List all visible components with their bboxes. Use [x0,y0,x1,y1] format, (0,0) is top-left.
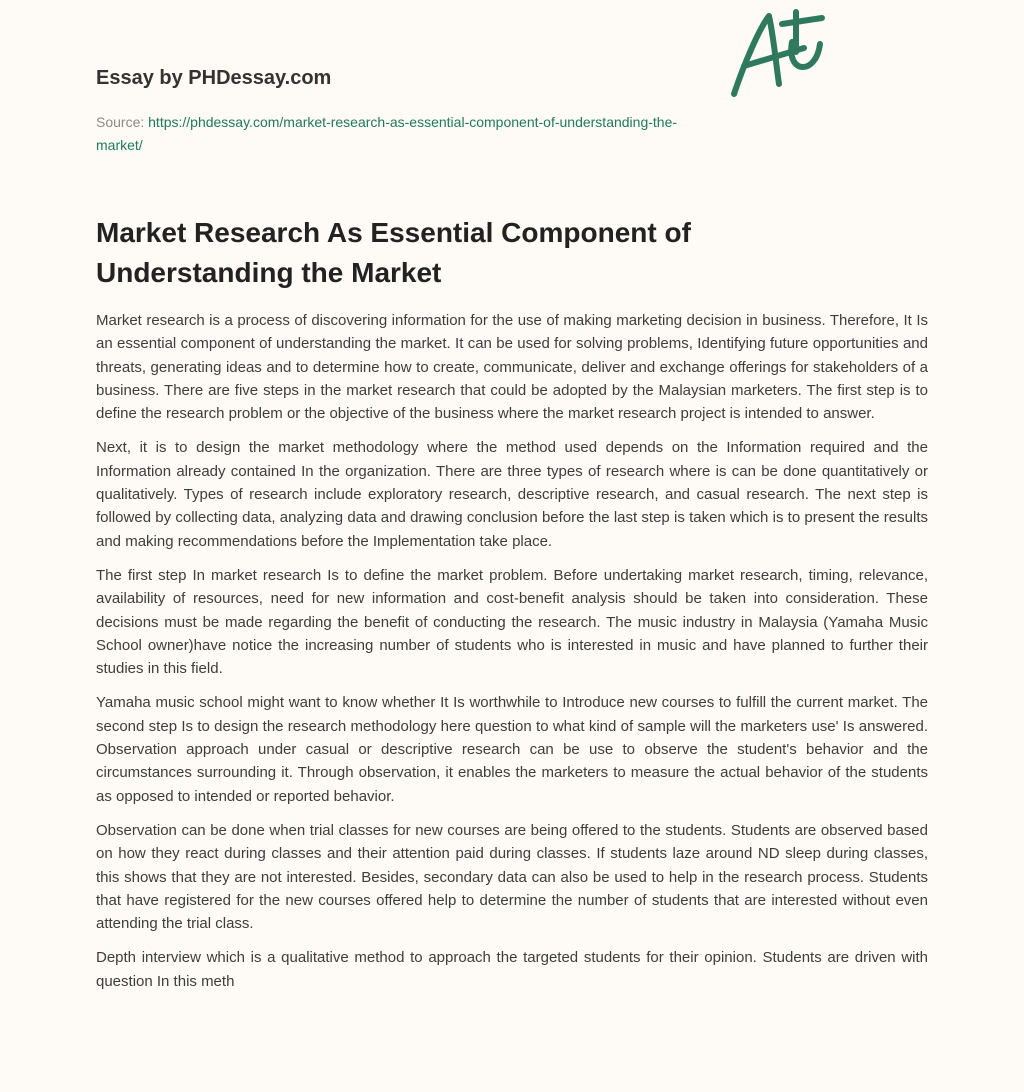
essay-paragraph: Observation can be done when trial classes for new courses are being offered to the students. Students are observed based on how they react during classes and their attention paid during classes. If students laze around ND sleep during classes, this shows that they are not interested. Besides, secondary data can also be used to help in the research process. Students that have registered for the new courses offered help to determine the number of students that are interested without even attending the trial class. [96,821,928,933]
source-line [96,111,696,157]
essay-paragraph: Yamaha music school might want to know whether It Is worthwhile to Introduce new courses to fulfill the current market. The second step Is to design the research methodology here question to what kind of sample will the marketers use' Is answered. Observation approach under casual or descriptive research can be use to observe the student's behavior and the circumstances surrounding it. Through observation, it enables the marketers to measure the actual behavior of the students as opposed to intended or reported behavior. [96,694,928,805]
source-label: Source: [96,114,149,130]
essay-paragraph: The first step In market research Is to define the market problem. Before undertaking market research, timing, relevance, availability of resources, need for new information and cost-benefit analysis should be taken into consideration. These decisions must be made regarding the benefit of conducting the research. The music industry in Malaysia (Yamaha Music School owner)have notice the increasing number of students who is interested in music and have planned to further their studies in this field. [96,566,928,678]
essay-paragraph: Next, it is to design the market methodology where the method used depends on the Information required and the Information already contained In the organization. There are three types of research where is can be done quantitatively or qualitatively. Types of research include exploratory research, descriptive research, and casual research. The next step is followed by collecting data, analyzing data and drawing conclusion before the last step is taken which is to present the results and making recommendations before the Implementation take place. [96,439,928,550]
site-brand: Essay by PHDessay.com [96,67,332,89]
essay-paragraph: Market research is a process of discovering information for the use of making marketing decision in business. Therefore, It Is an essential component of understanding the market. It can be used for solving problems, Identifying future opportunities and threats, generating ideas and to determine how to create, communicate, deliver and exchange offerings for stakeholders of a business. There are five steps in the market research that could be adopted by the Malaysian marketers. The first step is to define the research problem or the objective of the business where the market research project is intended to answer. [96,312,928,423]
essay-title: Market Research As Essential Component of Understanding the Market [96,217,691,288]
essay-body [96,309,928,993]
a-plus-logo-icon [724,4,834,104]
source-link[interactable]: https://phdessay.com/market-research-as-essential-component-of-understanding-the-market/ [96,114,678,153]
essay-paragraph: Depth interview which is a qualitative method to approach the targeted students for their opinion. Students are driven with question In this meth [96,949,928,990]
